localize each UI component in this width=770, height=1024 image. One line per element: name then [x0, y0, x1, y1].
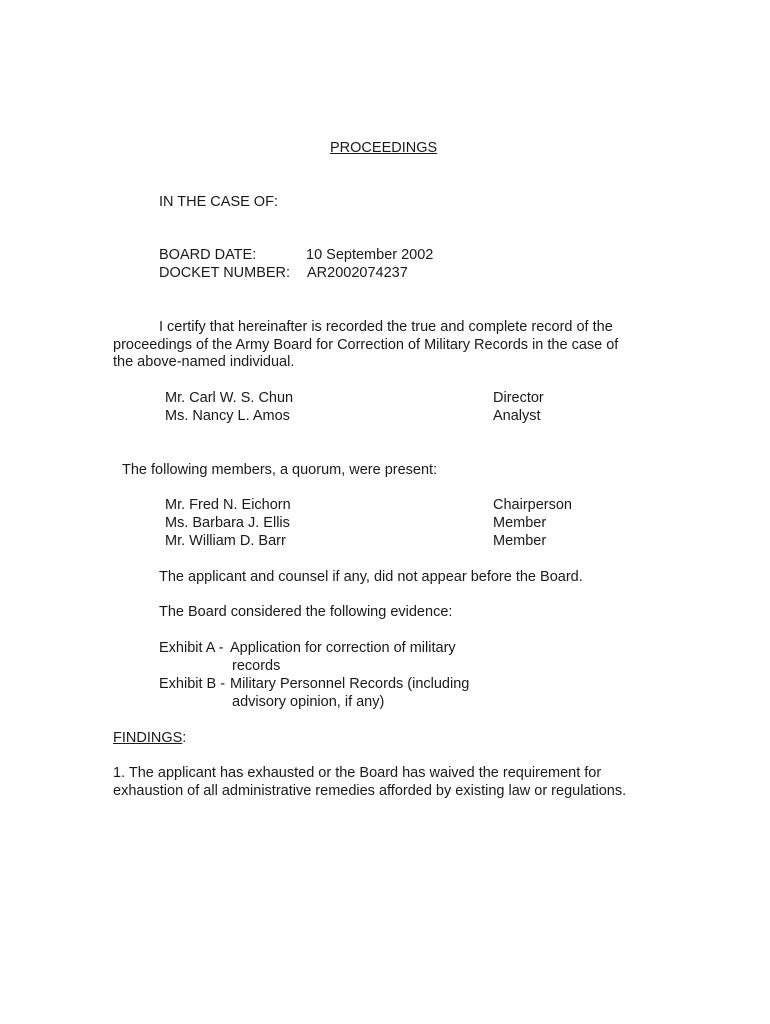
- exhibit-description: records: [232, 658, 281, 674]
- findings-heading: FINDINGS: [113, 730, 183, 746]
- certify-line-2: proceedings of the Army Board for Correction of Military Records in the case of: [113, 337, 619, 353]
- exhibit-description: Military Personnel Records (including: [230, 676, 470, 692]
- docket-number-value: AR2002074237: [307, 265, 408, 281]
- exhibit-description: Application for correction of military: [230, 640, 456, 656]
- finding-1-line-2: exhaustion of all administrative remedies afforded by existing law or regulations.: [113, 783, 627, 799]
- staff-role: Analyst: [493, 408, 541, 424]
- board-date-label: BOARD DATE:: [159, 247, 257, 263]
- member-role: Member: [493, 533, 547, 549]
- page-title: PROCEEDINGS: [330, 140, 438, 156]
- staff-name: Ms. Nancy L. Amos: [165, 408, 290, 424]
- quorum-text: The following members, a quorum, were present:: [122, 462, 438, 478]
- exhibit-description: advisory opinion, if any): [232, 694, 385, 710]
- certify-line-1: I certify that hereinafter is recorded the true and complete record of the: [159, 319, 613, 335]
- member-name: Mr. William D. Barr: [165, 533, 286, 549]
- appearance-text: The applicant and counsel if any, did not appear before the Board.: [159, 569, 583, 585]
- docket-number-label: DOCKET NUMBER:: [159, 265, 291, 281]
- member-name: Ms. Barbara J. Ellis: [165, 515, 290, 531]
- finding-1-line-1: 1. The applicant has exhausted or the Board has waived the requirement for: [113, 765, 602, 781]
- findings-colon: :: [182, 730, 187, 746]
- evidence-text: The Board considered the following evidence:: [159, 604, 453, 620]
- exhibit-label: Exhibit A -: [159, 640, 224, 656]
- member-name: Mr. Fred N. Eichorn: [165, 497, 291, 513]
- staff-name: Mr. Carl W. S. Chun: [165, 390, 294, 406]
- member-role: Chairperson: [493, 497, 572, 513]
- member-role: Member: [493, 515, 547, 531]
- board-date-value: 10 September 2002: [306, 247, 434, 263]
- certify-line-3: the above-named individual.: [113, 354, 295, 370]
- exhibit-label: Exhibit B -: [159, 676, 226, 692]
- findings-heading-row: [113, 729, 186, 747]
- case-heading: IN THE CASE OF:: [159, 194, 278, 210]
- staff-role: Director: [493, 390, 544, 406]
